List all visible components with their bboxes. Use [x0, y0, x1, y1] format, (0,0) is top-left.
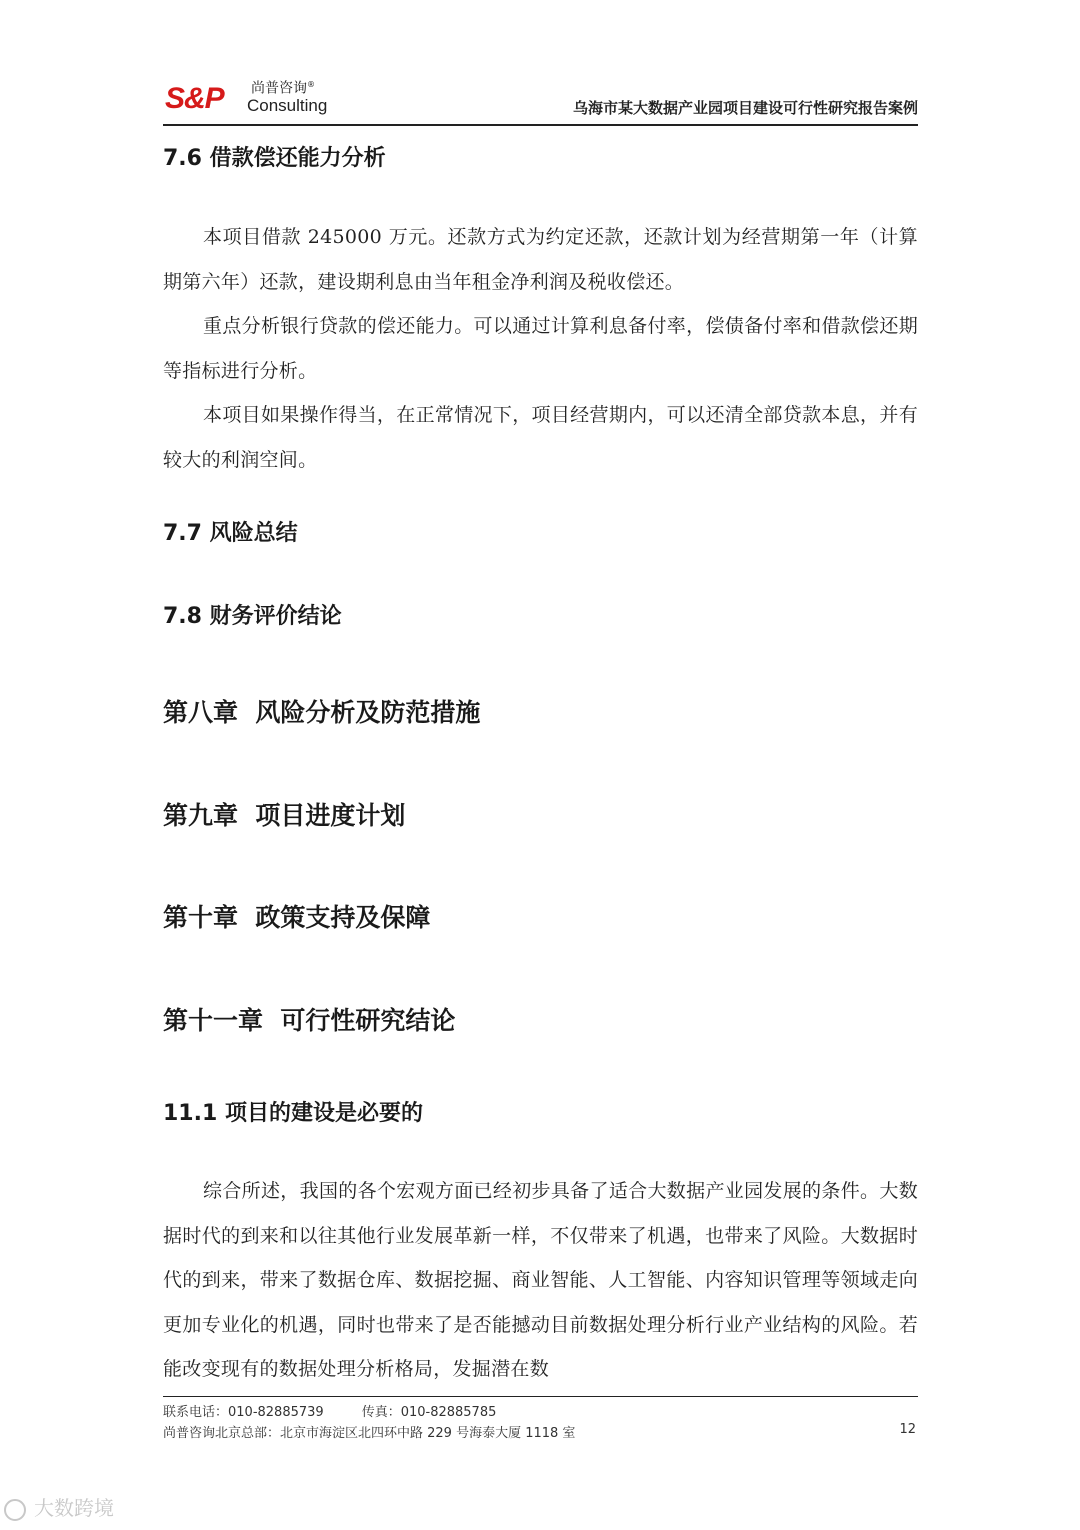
section-heading-7-7: 7.7 风险总结 [163, 521, 298, 546]
document-title: 乌海市某大数据产业园项目建设可行性研究报告案例 [572, 99, 918, 117]
paragraph-loan: 本项目借款 245000 万元。还款方式为约定还款，还款计划为经营期第一年（计算期第六年）还款，建设期利息由当年租金净利润及税收偿还。 [163, 226, 918, 293]
chapter-heading-10: 第十章 政策支持及保障 [163, 903, 431, 932]
watermark-text: 大数跨境 [34, 1496, 114, 1520]
section-heading-11-1: 11.1 项目的建设是必要的 [163, 1101, 423, 1126]
chapter-heading-11: 第十一章 可行性研究结论 [163, 1006, 456, 1035]
logo-registered-mark: ® [307, 80, 315, 89]
page-header [163, 72, 918, 126]
page-footer [163, 1396, 918, 1441]
watermark [4, 1492, 114, 1521]
chapter-heading-9: 第九章 项目进度计划 [163, 801, 406, 830]
page-number: 12 [899, 1422, 916, 1437]
logo-cn-name: 尚普咨询 [251, 80, 307, 97]
section-heading-7-6: 7.6 借款偿还能力分析 [163, 146, 386, 171]
logo-en-text: Consulting [247, 96, 328, 115]
paragraph-repayment: 本项目如果操作得当，在正常情况下，项目经营期内，可以还清全部贷款本息，并有较大的利润空间。 [163, 404, 918, 471]
footer-phone: 联系电话：010-82885739 [163, 1405, 324, 1420]
watermark-logo-icon [4, 1499, 26, 1521]
footer-fax: 传真：010-82885785 [361, 1405, 497, 1420]
logo-cn-text [251, 77, 315, 97]
sp-consulting-logo [165, 77, 330, 117]
paragraph-conclusion: 综合所述，我国的各个宏观方面已经初步具备了适合大数据产业园发展的条件。大数据时代的到来和以往其他行业发展革新一样，不仅带来了机遇，也带来了风险。大数据时代的到来，带来了数据仓库、数据挖掘、商业智能、人工智能、内容知识管理等领域走向更加专业化的机遇，同时也带来了是否能撼动目前数据处理分析行业产业结构的风险。若能改变现有的数据处理分析格局，发掘潜在数 [163, 1180, 918, 1380]
paragraph-bank-loan: 重点分析银行贷款的偿还能力。可以通过计算利息备付率，偿债备付率和借款偿还期等指标进行分析。 [163, 315, 918, 382]
footer-address: 尚普咨询北京总部：北京市海淀区北四环中路 229 号海泰大厦 1118 室 [163, 1426, 576, 1441]
chapter-heading-8: 第八章 风险分析及防范措施 [163, 698, 481, 727]
section-heading-7-8: 7.8 财务评价结论 [163, 604, 342, 629]
footer-contact [163, 1401, 496, 1420]
logo-mark: S&P [165, 82, 224, 115]
